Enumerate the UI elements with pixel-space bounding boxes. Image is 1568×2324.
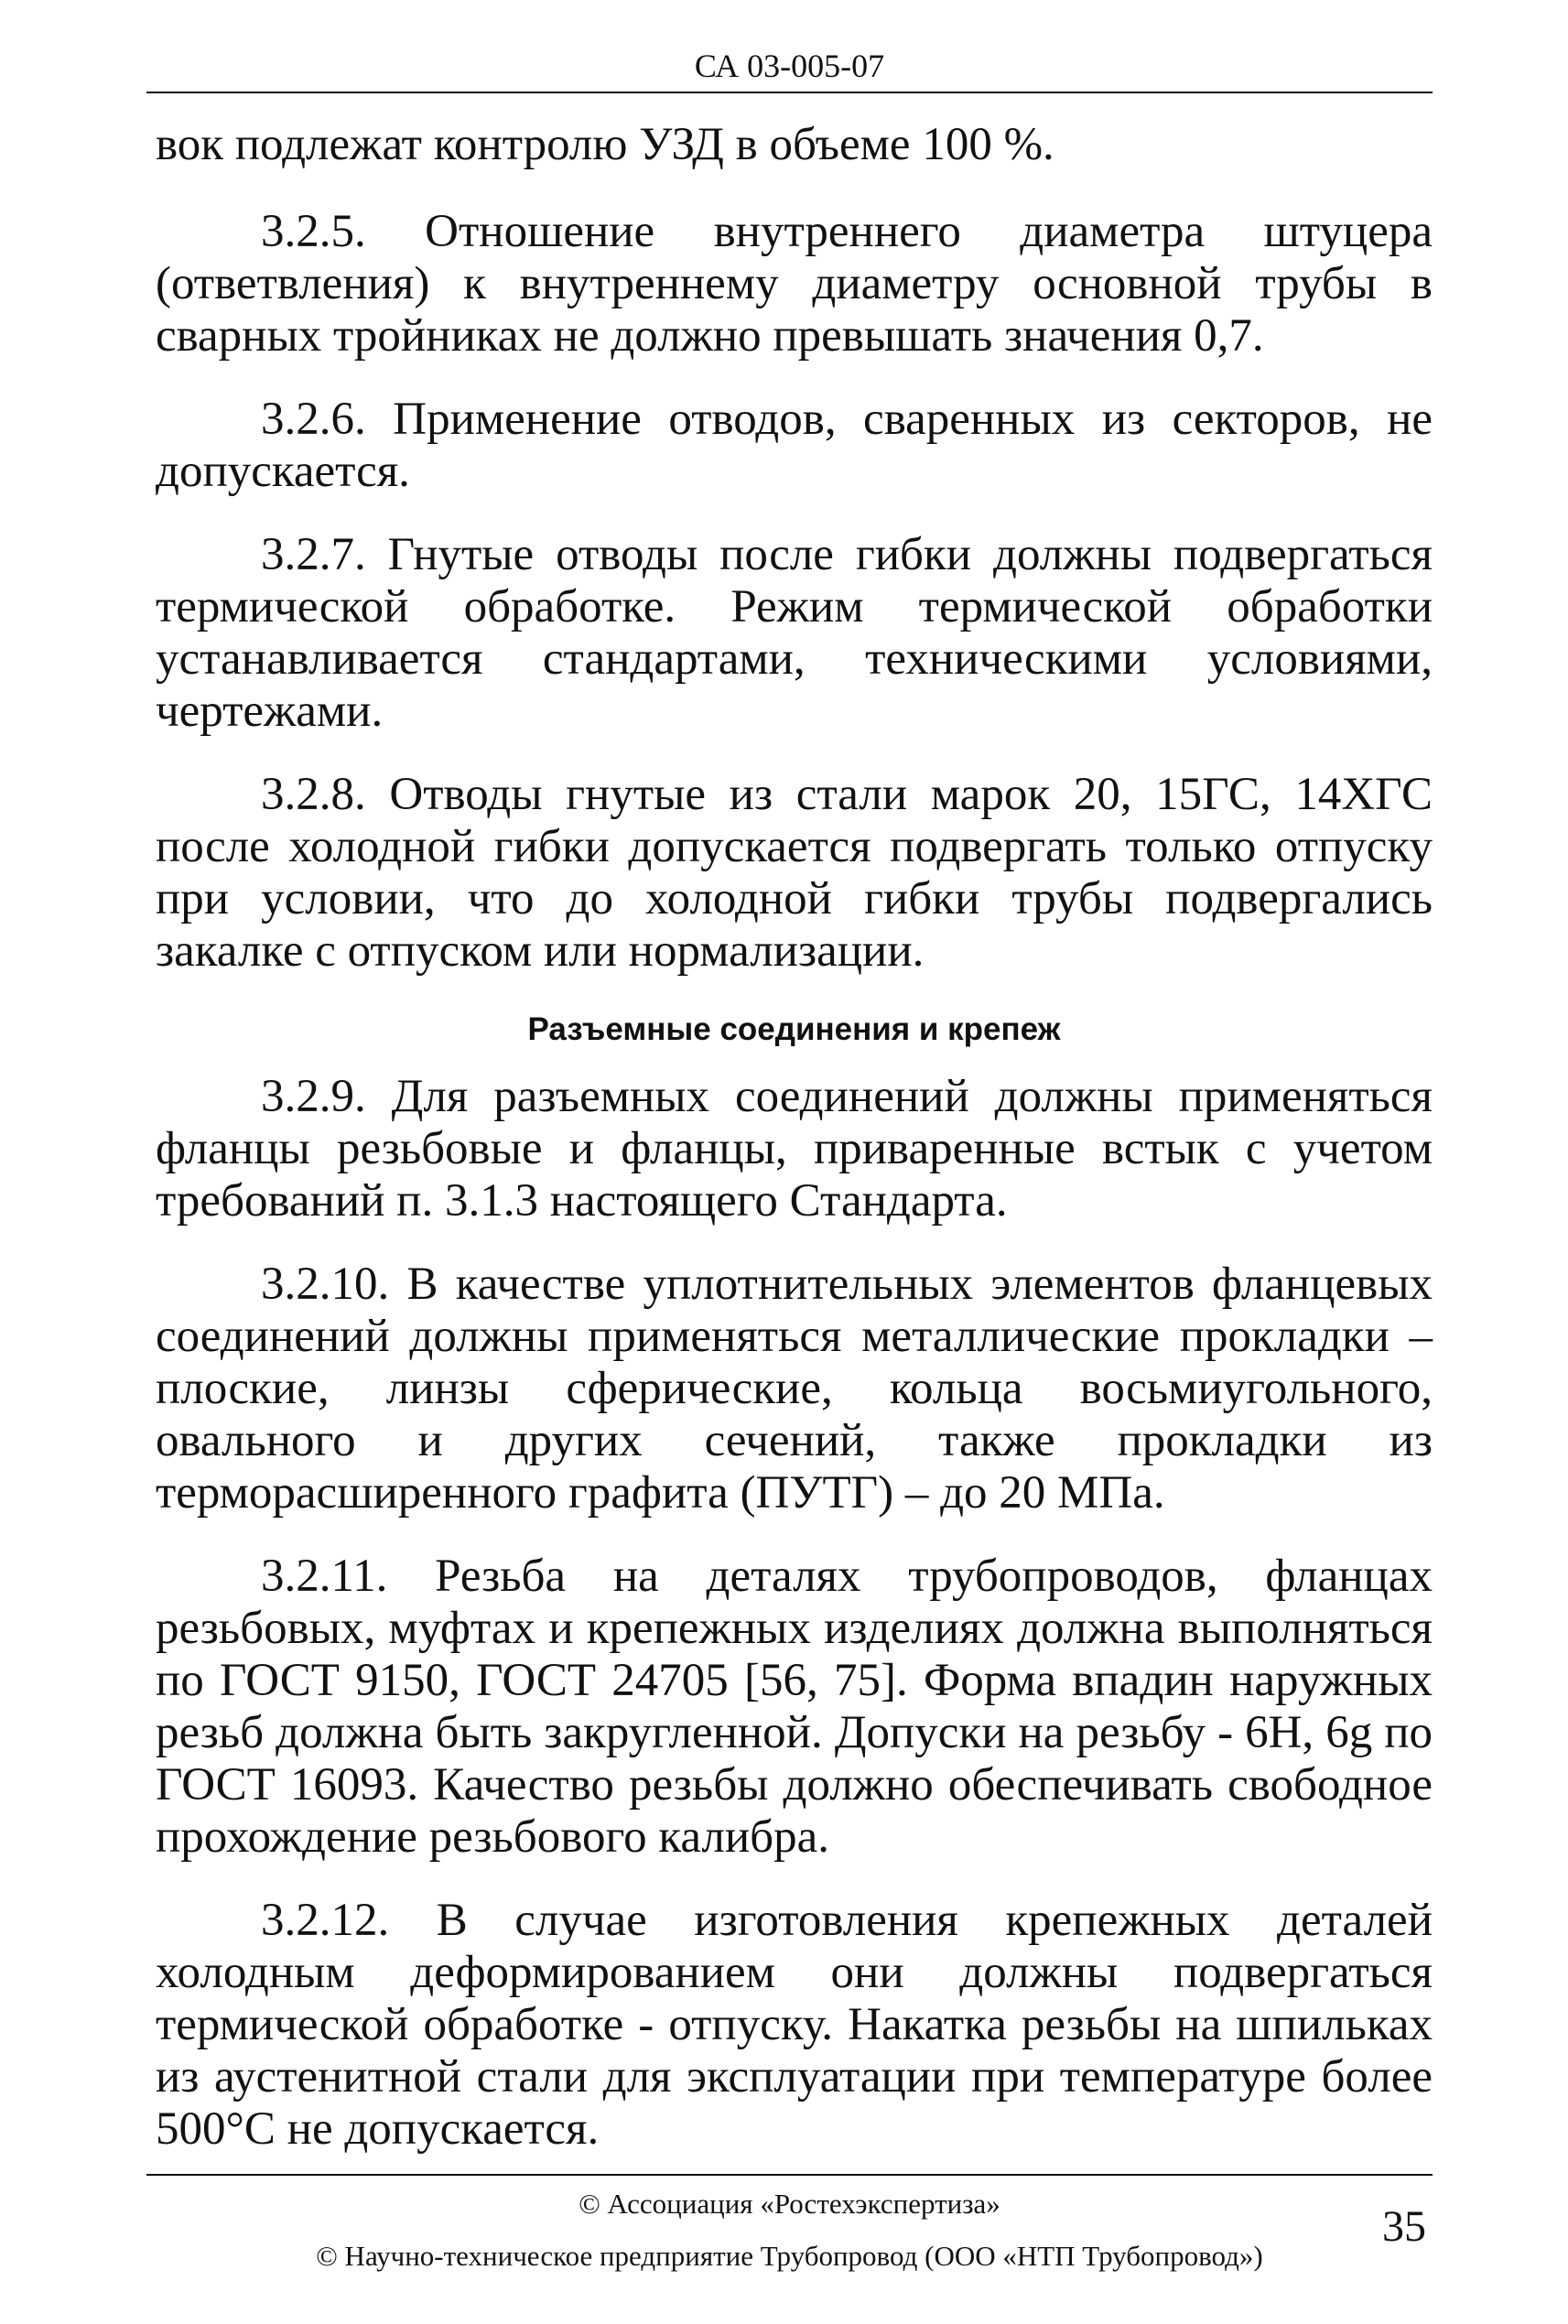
- paragraph-3-2-10: 3.2.10. В качестве уплотнительных элементов фланцевых соединений должны применяться металлические прокладки – плоские, линзы сферические, кольца восьмиугольного, овального и других сечений, также прокладки из терморасширенного графита (ПУТГ) – до 20 МПа.: [156, 1259, 1433, 1519]
- footer-copyright-company: © Научно-техническое предприятие Трубопровод (ООО «НТП Трубопровод»): [316, 2240, 1263, 2272]
- document-code: СА 03-005-07: [694, 48, 885, 84]
- paragraph-3-2-7: 3.2.7. Гнутые отводы после гибки должны подвергаться термической обработке. Режим термической обработки устанавливается стандартами, техническими условиями, чертежами.: [156, 529, 1433, 737]
- paragraph-3-2-11: 3.2.11. Резьба на деталях трубопроводов, фланцах резьбовых, муфтах и крепежных изделиях должна выполняться по ГОСТ 9150, ГОСТ 24705 [56, 75]. Форма впадин наружных резьб должна быть закругленной. Допуски на резьбу - 6H, 6g по ГОСТ 16093. Качество резьбы должно обеспечивать свободное прохождение резьбового калибра.: [156, 1551, 1433, 1863]
- page-header: [146, 46, 1433, 93]
- paragraph-3-2-8: 3.2.8. Отводы гнутые из стали марок 20, 15ГС, 14ХГС после холодной гибки допускается подвергать только отпуску при условии, что до холодной гибки трубы подвергались закалке с отпуском или нормализации.: [156, 769, 1433, 977]
- paragraph-3-2-6: 3.2.6. Применение отводов, сваренных из секторов, не допускается.: [156, 394, 1433, 497]
- document-body: [156, 119, 1433, 2187]
- paragraph-3-2-12: 3.2.12. В случае изготовления крепежных деталей холодным деформированием они должны подвергаться термической обработке - отпуску. Накатка резьбы на шпильках из аустенитной стали для эксплуатации при температуре более 500°С не допускается.: [156, 1895, 1433, 2155]
- paragraph-3-2-5: 3.2.5. Отношение внутреннего диаметра штуцера (ответвления) к внутреннему диаметру основной трубы в сварных тройниках не должно превышать значения 0,7.: [156, 206, 1433, 362]
- page-number: 35: [1382, 2202, 1426, 2251]
- footer-copyright-association: © Ассоциация «Ростехэкспертиза»: [579, 2188, 1000, 2220]
- section-heading: Разъемные соединения и крепеж: [527, 1011, 1061, 1047]
- footer-divider: [146, 2174, 1433, 2176]
- paragraph-3-2-9: 3.2.9. Для разъемных соединений должны применяться фланцы резьбовые и фланцы, приваренные встык с учетом требований п. 3.1.3 настоящего Стандарта.: [156, 1071, 1433, 1227]
- paragraph-continuation: вок подлежат контролю УЗД в объеме 100 %.: [156, 119, 1054, 170]
